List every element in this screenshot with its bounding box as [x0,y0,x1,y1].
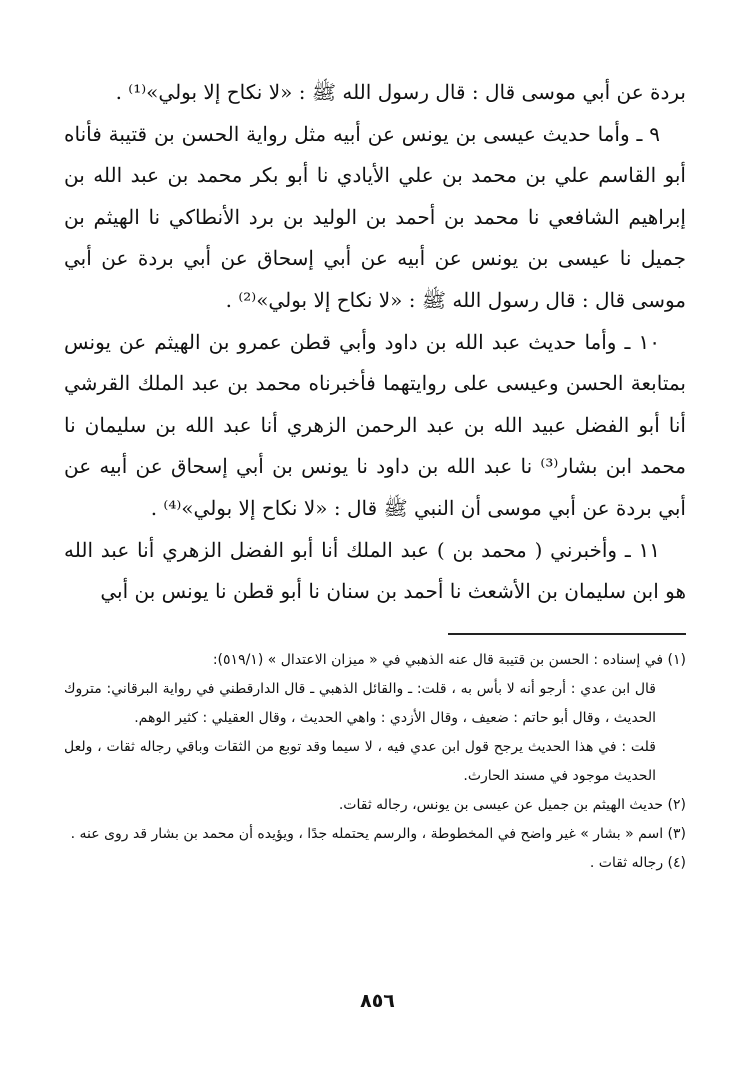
footnote-separator [448,633,686,635]
paragraph-hadith-9: ٩ ـ وأما حديث عيسى بن يونس عن أبيه مثل رواية الحسن بن قتيبة فأناه أبو القاسم علي بن محمد بن علي الأيادي نا أبو بكر محمد بن عبد الله بن إبراهيم الشافعي نا محمد بن أحمد بن الوليد بن برد الأنطاكي نا الهيثم بن جميل نا عيسى بن يونس عن أبيه عن أبي إسحاق عن أبي بردة عن أبي موسى قال : قال رسول الله ﷺ : «لا نكاح إلا بولي»⁽²⁾ . [64,121,686,312]
paragraph-hadith-11: ١١ ـ وأخبرني ( محمد بن ) عبد الملك أنا أبو الفضل الزهري أنا عبد الله هو ابن سليمان بن الأشعث نا أحمد بن سنان نا أبو قطن نا يونس بن أبي [64,537,686,604]
page-number: ٨٥٦ [360,990,395,1012]
paragraph-continuation: بردة عن أبي موسى قال : قال رسول الله ﷺ : «لا نكاح إلا بولي»⁽¹⁾ . [115,80,686,104]
footnote-4: (٤) رجاله ثقات . [589,855,686,871]
footnotes-section [64,646,686,878]
footnote-3: (٣) اسم « بشار » غير واضح في المخطوطة ، والرسم يحتمله جدًا ، ويؤيده أن محمد بن بشار قد روى عنه . [70,826,686,842]
main-text-body [64,72,686,613]
footnote-1-intro: (١) في إسناده : الحسن بن قتيبة قال عنه الذهبي في « ميزان الاعتدال » (٥١٩/١): [212,652,686,668]
footnote-2: (٢) حديث الهيثم بن جميل عن عيسى بن يونس، رجاله ثقات. [338,797,686,813]
footnote-1-comment: قلت : في هذا الحديث يرجح قول ابن عدي فيه ، لا سيما وقد توبع من الثقات وباقي رجاله ثقات ، ولعل الحديث موجود في مسند الحارث. [64,739,656,784]
paragraph-hadith-10: ١٠ ـ وأما حديث عبد الله بن داود وأبي قطن عمرو بن الهيثم عن يونس بمتابعة الحسن وعيسى على روايتهما فأخبرناه محمد بن عبد الملك القرشي أنا أبو الفضل عبيد الله بن عبد الرحمن الزهري أنا عبد الله بن سليمان نا محمد ابن بشار⁽³⁾ نا عبد الله بن داود نا يونس بن أبي إسحاق عن أبيه عن أبي بردة عن أبي موسى أن النبي ﷺ قال : «لا نكاح إلا بولي»⁽⁴⁾ . [64,329,686,520]
footnote-1-quote: قال ابن عدي : أرجو أنه لا بأس به ، قلت: ـ والقائل الذهبي ـ قال الدارقطني في رواية البرقاني: متروك الحديث ، وقال أبو حاتم : ضعيف ، وقال الأزدي : واهي الحديث ، وقال العقيلي : كثير الوهم. [64,681,656,726]
